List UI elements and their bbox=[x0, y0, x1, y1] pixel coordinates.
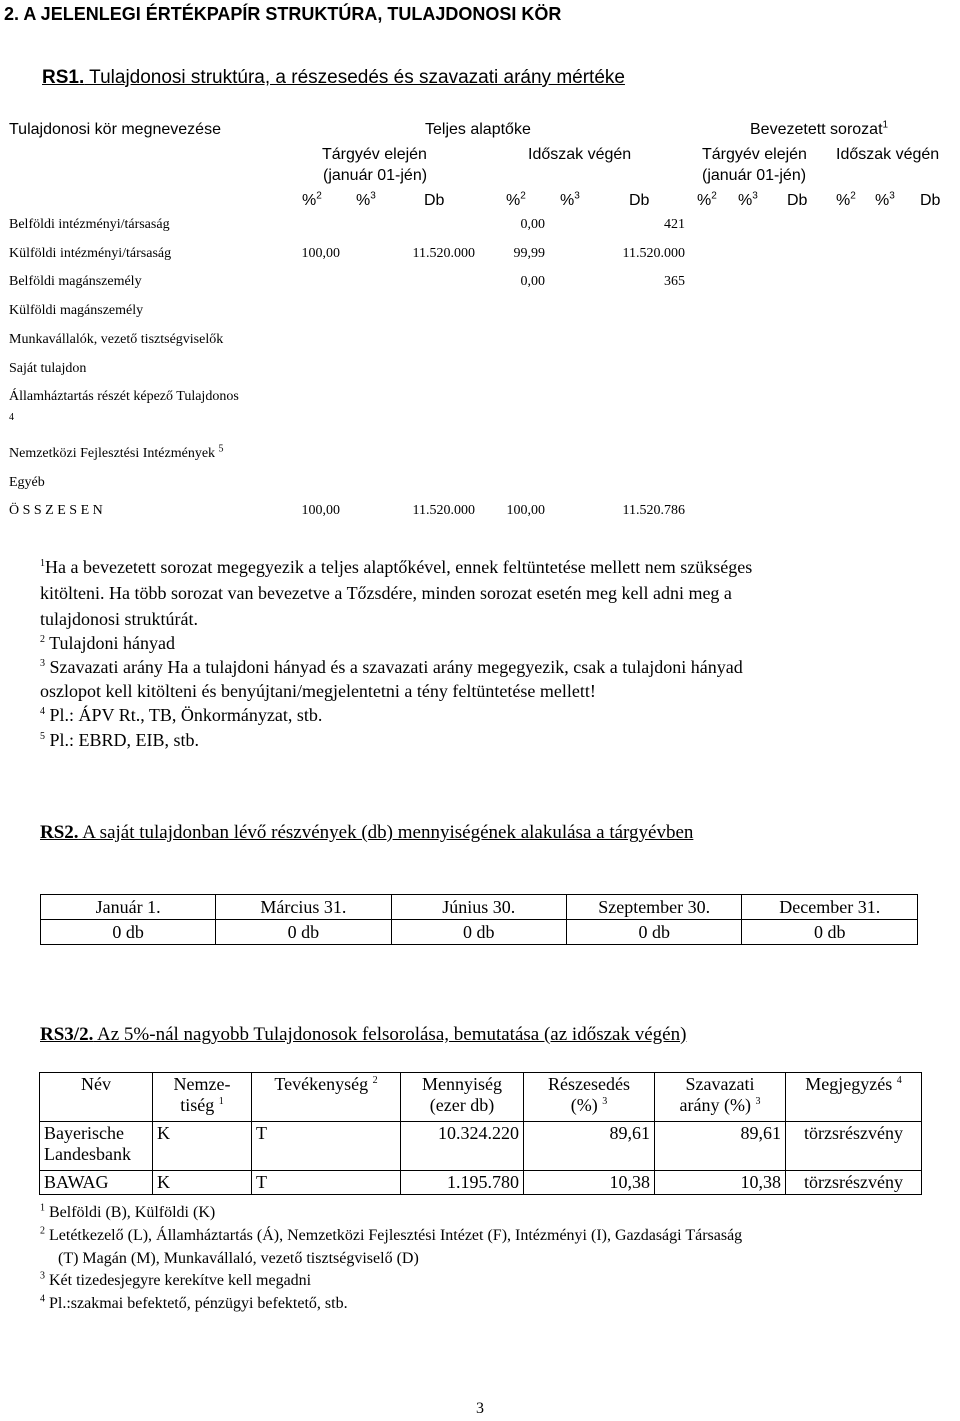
rs1-col-full: Teljes alaptőke bbox=[425, 121, 531, 138]
cell-full-pct: 100,00 bbox=[301, 246, 340, 261]
rs3-cell-qty: 1.195.780 bbox=[401, 1171, 524, 1195]
rs2-header: December 31. bbox=[742, 895, 918, 920]
rs1-col-owner: Tulajdonosi kör megnevezése bbox=[9, 121, 221, 138]
table-row bbox=[41, 920, 918, 945]
footnote: $^1$ Belföldi (B), Külföldi (K) bbox=[40, 1202, 216, 1221]
full-end-label: Időszak végén bbox=[528, 146, 632, 163]
rs3-table bbox=[39, 1072, 922, 1195]
series-start-label-2: (január 01-jén) bbox=[702, 167, 807, 184]
full-start-label: Tárgyév elején bbox=[322, 146, 427, 163]
rs3-cell-activity: T bbox=[252, 1122, 401, 1171]
rs3-header-nat: Nemze- tiség $^1$ bbox=[153, 1073, 252, 1122]
cell-end-pct: 99,99 bbox=[513, 246, 545, 261]
note-line: $^5$ Pl.: EBRD, EIB, stb. bbox=[40, 730, 200, 750]
unit-db: Db bbox=[920, 192, 941, 209]
rs3-cell-note: törzsrészvény bbox=[786, 1171, 922, 1195]
rs3-header-name: Név bbox=[40, 1073, 153, 1122]
rs3-header-note: Megjegyzés $^4$ bbox=[786, 1073, 922, 1122]
row-label: Munkavállalók, vezető tisztségviselők bbox=[9, 332, 224, 347]
rs3-cell-qty: 10.324.220 bbox=[401, 1122, 524, 1171]
unit-pct: %$^2$ bbox=[836, 190, 856, 209]
cell-full-db: 11.520.000 bbox=[412, 503, 475, 518]
note-line: $^1$Ha a bevezetett sorozat megegyezik a teljes alaptőkével, ennek feltüntetése mellett nem szükséges bbox=[40, 557, 753, 577]
unit-pct: %$^3$ bbox=[356, 190, 376, 209]
footnote: $^2$ Letétkezelő (L), Államháztartás (Á), Nemzetközi Fejlesztési Intézet (F), Intézményi (I), Gazdasági Társaság bbox=[40, 1225, 743, 1244]
rs3-cell-name: BAWAG bbox=[40, 1171, 153, 1195]
table-row bbox=[40, 1171, 922, 1195]
rs3-title: RS3/2. Az 5%-nál nagyobb Tulajdonosok felsorolása, bemutatása (az időszak végén) bbox=[40, 1024, 687, 1045]
table-row bbox=[41, 895, 918, 920]
unit-pct: %$^3$ bbox=[875, 190, 895, 209]
row-label: Külföldi intézményi/társaság bbox=[9, 246, 172, 261]
cell-end-db: 11.520.000 bbox=[622, 246, 685, 261]
total-label: Ö S S Z E S E N bbox=[9, 503, 103, 518]
full-start-label-2: (január 01-jén) bbox=[323, 167, 428, 184]
unit-pct: %$^2$ bbox=[302, 190, 322, 209]
rs1-col-series: Bevezetett sorozat$^1$ bbox=[750, 119, 889, 138]
rs3-cell-name: Bayerische Landesbank bbox=[40, 1122, 153, 1171]
note-line: $^3$ Szavazati arány Ha a tulajdoni hányad és a szavazati arány megegyezik, csak a tulajdoni hányad bbox=[40, 657, 743, 677]
note-line: $^4$ Pl.: ÁPV Rt., TB, Önkormányzat, stb. bbox=[40, 705, 323, 725]
rs3-cell-nat: K bbox=[153, 1122, 252, 1171]
rs2-value: 0 db bbox=[566, 920, 742, 945]
rs2-header: Szeptember 30. bbox=[566, 895, 742, 920]
rs2-header: Március 31. bbox=[216, 895, 391, 920]
rs2-value: 0 db bbox=[41, 920, 216, 945]
row-label: Belföldi intézményi/társaság bbox=[9, 217, 170, 232]
rs2-value: 0 db bbox=[742, 920, 918, 945]
cell-end-pct: 0,00 bbox=[520, 274, 545, 289]
row-label: Egyéb bbox=[9, 475, 45, 490]
rs3-cell-share: 10,38 bbox=[524, 1171, 655, 1195]
cell-end-db: 421 bbox=[664, 217, 685, 232]
rs3-header-share: Részesedés (%) $^3$ bbox=[524, 1073, 655, 1122]
note-line: oszlopot kell kitölteni és benyújtani/megjelentetni a tény feltüntetése mellett! bbox=[40, 681, 596, 701]
rs2-value: 0 db bbox=[391, 920, 566, 945]
rs3-cell-share: 89,61 bbox=[524, 1122, 655, 1171]
page-number: 3 bbox=[476, 1400, 484, 1417]
section-title: 2. A JELENLEGI ÉRTÉKPAPÍR STRUKTÚRA, TULAJDONOSI KÖR bbox=[4, 4, 562, 24]
rs2-header: Június 30. bbox=[391, 895, 566, 920]
rs3-cell-activity: T bbox=[252, 1171, 401, 1195]
row-label: Államháztartás részét képező Tulajdonos bbox=[9, 389, 239, 404]
unit-pct: %$^3$ bbox=[738, 190, 758, 209]
rs3-cell-vote: 89,61 bbox=[655, 1122, 786, 1171]
rs2-value: 0 db bbox=[216, 920, 391, 945]
series-end-label: Időszak végén bbox=[836, 146, 940, 163]
rs3-header-qty: Mennyiség (ezer db) bbox=[401, 1073, 524, 1122]
cell-end-pct: 0,00 bbox=[520, 217, 545, 232]
rs2-title: RS2. A saját tulajdonban lévő részvények (db) mennyiségének alakulása a tárgyévben bbox=[40, 822, 694, 843]
footnote: $^3$ Két tizedesjegyre kerekítve kell megadni bbox=[40, 1270, 312, 1289]
rs3-cell-nat: K bbox=[153, 1171, 252, 1195]
cell-full-db: 11.520.000 bbox=[412, 246, 475, 261]
cell-end-db: 11.520.786 bbox=[622, 503, 685, 518]
table-row bbox=[40, 1122, 922, 1171]
series-start-label: Tárgyév elején bbox=[702, 146, 807, 163]
footnote: (T) Magán (M), Munkavállaló, vezető tisztségviselő (D) bbox=[58, 1250, 419, 1267]
rs3-header-activity: Tevékenység $^2$ bbox=[252, 1073, 401, 1122]
rs2-table bbox=[40, 894, 918, 945]
unit-pct: %$^3$ bbox=[560, 190, 580, 209]
table-row bbox=[40, 1073, 922, 1122]
row-label: Belföldi magánszemély bbox=[9, 274, 142, 289]
row-label: Külföldi magánszemély bbox=[9, 303, 144, 318]
rs3-cell-vote: 10,38 bbox=[655, 1171, 786, 1195]
note-line: tulajdonosi struktúrát. bbox=[40, 609, 198, 629]
unit-pct: %$^2$ bbox=[697, 190, 717, 209]
unit-db: Db bbox=[629, 192, 650, 209]
cell-end-db: 365 bbox=[664, 274, 685, 289]
unit-db: Db bbox=[424, 192, 445, 209]
unit-db: Db bbox=[787, 192, 808, 209]
rs3-header-vote: Szavazati arány (%) $^3$ bbox=[655, 1073, 786, 1122]
footnote: $^4$ Pl.:szakmai befektető, pénzügyi befektető, stb. bbox=[40, 1293, 348, 1312]
row-label: Nemzetközi Fejlesztési Intézmények $^5$ bbox=[9, 443, 224, 461]
note-line: kitölteni. Ha több sorozat van bevezetve a Tőzsdére, minden sorozat esetén meg kell adni meg a bbox=[40, 583, 732, 603]
cell-full-pct: 100,00 bbox=[301, 503, 340, 518]
rs1-title: RS1. Tulajdonosi struktúra, a részesedés és szavazati arány mértéke bbox=[42, 67, 625, 88]
row-label-sup: 4 bbox=[9, 412, 14, 423]
row-label: Saját tulajdon bbox=[9, 361, 87, 376]
note-line: $^2$ Tulajdoni hányad bbox=[40, 633, 176, 653]
cell-end-pct: 100,00 bbox=[506, 503, 545, 518]
rs2-header: Január 1. bbox=[41, 895, 216, 920]
unit-pct: %$^2$ bbox=[506, 190, 526, 209]
rs3-cell-note: törzsrészvény bbox=[786, 1122, 922, 1171]
